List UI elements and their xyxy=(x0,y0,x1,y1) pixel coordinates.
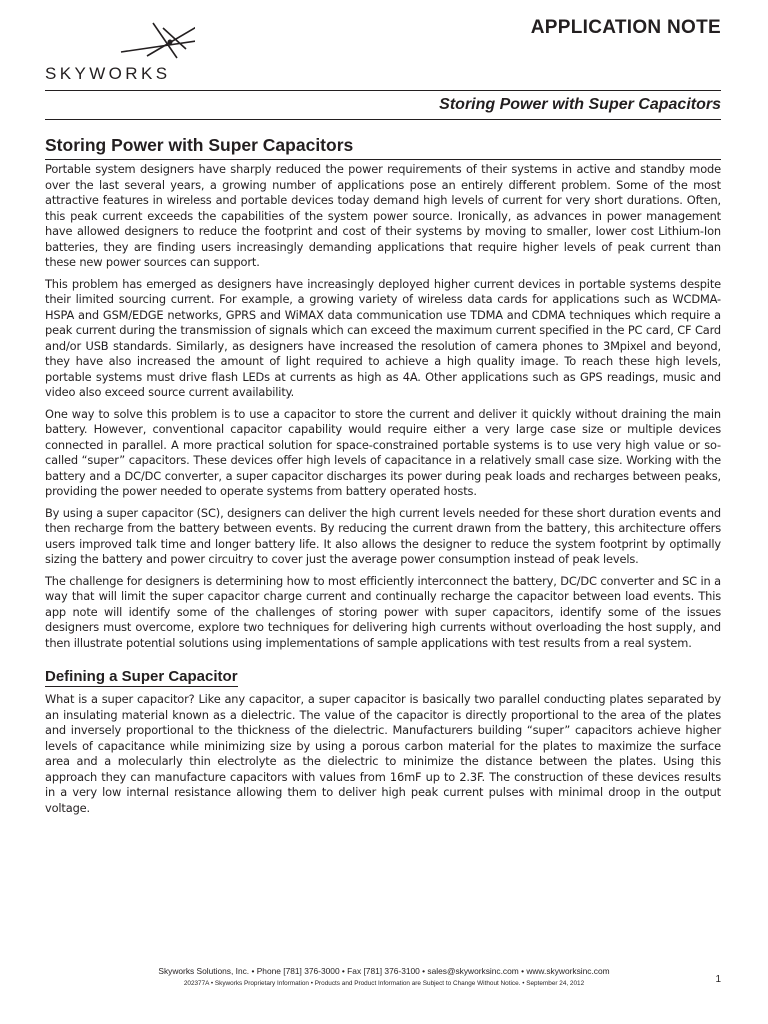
footer-legal: 202377A • Skyworks Proprietary Information • Products and Product Information are Subject to Change Without Notice. • September 24, 2012 xyxy=(183,980,585,987)
page-number: 1 xyxy=(715,974,721,985)
paragraph-1: Portable system designers have sharply reduced the power requirements of their systems in active and standby mode over the last several years, a growing number of applications pose an entirely different problem. Some of the most attractive features in wireless and portable devices today demand high levels of current for very short durations. Often, this peak current exceeds the capabilities of the system power source. Ironically, as advances in power management have allowed designers to reduce the footprint and cost of their systems by moving to smaller, lower cost Lithium-Ion batteries, they are finding users increasingly demanding applications that require higher levels of peak current than these new power sources can support. xyxy=(45,162,721,269)
skyworks-star-icon xyxy=(45,18,195,64)
paragraph-2: This problem has emerged as designers have increasingly deployed higher current devices in portable systems despite their limited sourcing current. For example, a growing variety of wireless data cards for applications such as WCDMA-HSPA and GSM/EDGE networks, GPRS and WiMAX data communication use TDMA and CDMA techniques which require a peak current during the transmission of signals which can exceed the maximum current specified in the PC card, CF Card and/or USB standards. Similarly, as designers have increased the resolution of camera phones to 3Mpixel and beyond, they have also increased the amount of light required to achieve a high quality image. To reach these high levels, portable systems must drive flash LEDs at currents as high as 4A. Other applications such as GPS readings, music and video also exceed source current availability. xyxy=(45,276,721,399)
subtitle-divider xyxy=(45,119,721,120)
page-title: Storing Power with Super Capacitors xyxy=(45,135,354,155)
section-paragraph: What is a super capacitor? Like any capacitor, a super capacitor is basically two parallel conducting plates separated by an insulating material known as a dielectric. The value of the capacitor is directly proportional to the area of the plates and inversely proportional to the thickness of the dielectric. Manufacturers building “super” capacitors achieve higher levels of capacitance while minimizing size by using a porous carbon material for the plates to maximize the surface area and a molecularly thin electrolyte as the dielectric to minimize the distance between the plates. Using this approach they can manufacture capacitors with values from 16mF up to 2.3F. The construction of these devices results in a very low internal resistance allowing them to deliver high peak current pulses with minimal droop in the output voltage. xyxy=(45,692,721,815)
header-divider xyxy=(45,90,721,91)
footer-contact: Skyworks Solutions, Inc. • Phone [781] 376-3000 • Fax [781] 376-3100 • sales@skyworksinc.com • www.skyworksinc.com xyxy=(158,966,610,976)
skyworks-logo xyxy=(45,18,195,84)
paragraph-4: By using a super capacitor (SC), designers can deliver the high current levels needed for these short duration events and then recharge from the battery between events. By reducing the current drawn from the battery, this architecture offers users improved talk time and longer battery life. It also allows the designer to reduce the system footprint by optimally sizing the battery and power circuitry to cover just the average power consumption instead of peak levels. xyxy=(45,505,721,566)
section-heading: Defining a Super Capacitor xyxy=(45,668,238,685)
title-divider xyxy=(45,159,721,160)
document-body xyxy=(45,162,721,822)
brand-name: SKYWORKS xyxy=(45,64,171,83)
paragraph-5: The challenge for designers is determining how to most efficiently interconnect the battery, DC/DC converter and SC in a way that will limit the super capacitor charge current and continually recharge the capacitor between load events. This app note will identify some of the challenges of storing power with super capacitors, identify some of the issues designers must overcome, explore two techniques for delivering high currents without overloading the host supply, and then illustrate potential solutions using implementations of sample applications with test results from a real system. xyxy=(45,573,721,650)
header-subtitle: Storing Power with Super Capacitors xyxy=(439,96,721,113)
paragraph-3: One way to solve this problem is to use a capacitor to store the current and deliver it quickly without draining the main battery. However, conventional capacitor capability would require either a very large case size or multiple devices connected in parallel. A more practical solution for space-constrained portable systems is to use very high value or so-called “super” capacitors. These devices offer high levels of capacitance in a relatively small case size. Working with the battery and a DC/DC converter, a super capacitor discharges its power during peak loads and recharges between peaks, providing the power needed to operate systems from battery operated hosts. xyxy=(45,406,721,498)
document-type: APPLICATION NOTE xyxy=(530,17,721,38)
